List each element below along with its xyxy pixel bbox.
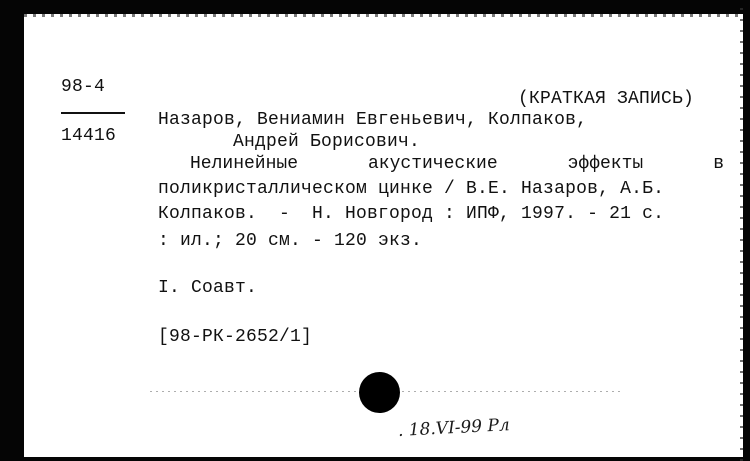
scan-border-right <box>743 0 750 461</box>
authors-continuation: Андрей Борисович. <box>233 132 421 152</box>
scan-border-bottom <box>0 457 750 461</box>
title-word: в <box>713 154 724 174</box>
authors-line: Назаров, Вениамин Евгеньевич, Колпаков, <box>158 110 588 130</box>
body-line: Колпаков. - Н. Новгород : ИПФ, 1997. - 21 с. <box>158 204 665 224</box>
scan-noise-right <box>740 0 743 461</box>
record-type-label: (КРАТКАЯ ЗАПИСЬ) <box>518 89 695 109</box>
coauthor-entry: I. Соавт. <box>158 278 258 298</box>
title-word: Нелинейные <box>190 154 299 174</box>
body-line: : ил.; 20 см. - 120 экз. <box>158 231 423 251</box>
body-line: поликристаллическом цинке / В.Е. Назаров, А.Б. <box>158 179 665 199</box>
scan-border-top <box>0 0 750 14</box>
registration-number: [98-РК-2652/1] <box>158 327 313 347</box>
scan-noise-top <box>24 14 743 17</box>
call-number-bottom: 14416 <box>61 126 117 146</box>
call-number-top: 98-4 <box>61 77 106 97</box>
title-word: акустические <box>368 154 498 174</box>
handwritten-note: . 18.VI-99 Рл <box>397 415 511 441</box>
call-number-divider <box>61 112 125 114</box>
title-first-line <box>190 154 724 174</box>
punch-hole <box>359 372 400 413</box>
scan-border-left <box>0 0 24 461</box>
title-word: эффекты <box>567 154 644 174</box>
